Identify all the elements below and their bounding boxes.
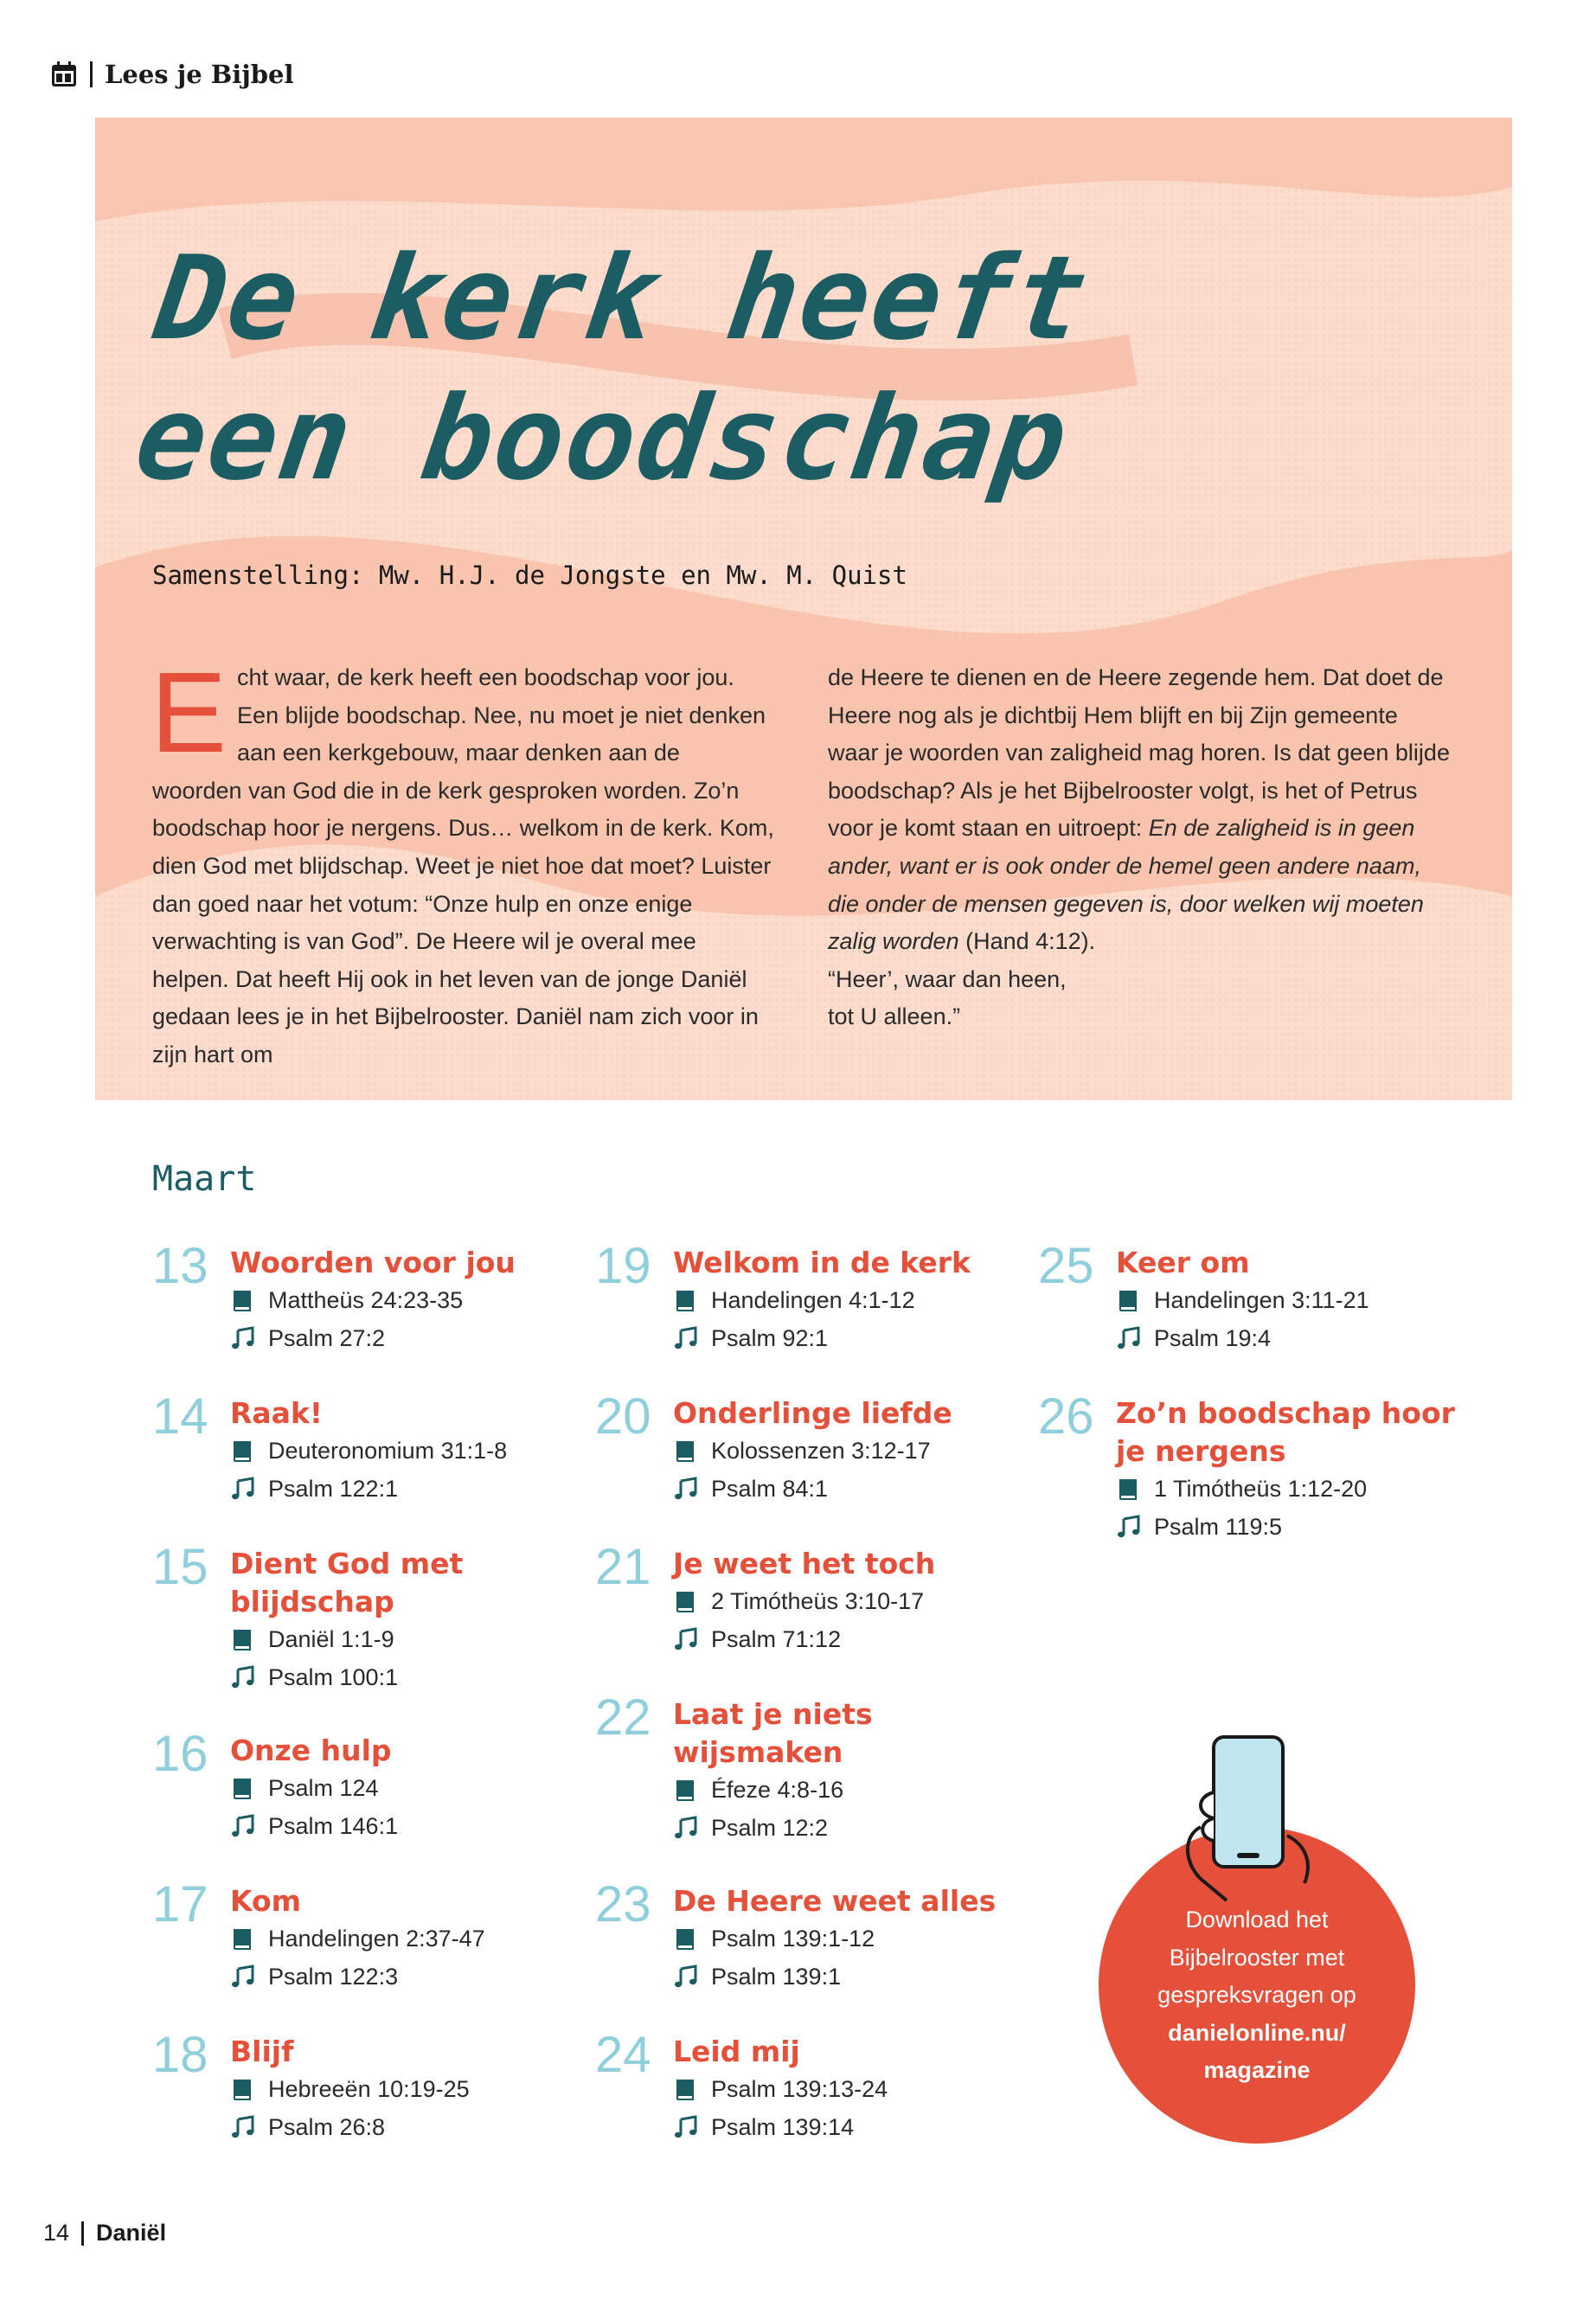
day-body bbox=[673, 1695, 1019, 1847]
day-number: 15 bbox=[152, 1539, 208, 1595]
book-icon bbox=[1116, 1477, 1142, 1503]
day-body bbox=[673, 1882, 1019, 1996]
intro-quote-line-1: “Heer’, waar dan heen, bbox=[828, 965, 1067, 992]
bible-reading bbox=[1116, 1282, 1462, 1320]
book-icon bbox=[230, 1627, 256, 1653]
page-header bbox=[50, 57, 294, 92]
day-title: Leid mij bbox=[673, 2035, 800, 2068]
day-body bbox=[230, 1732, 576, 1845]
book-icon bbox=[230, 1288, 256, 1314]
day-body bbox=[230, 1244, 576, 1357]
bible-reading bbox=[230, 1433, 576, 1471]
day-number: 17 bbox=[152, 1876, 208, 1932]
footer-divider bbox=[81, 2221, 84, 2246]
day-body bbox=[673, 1394, 1019, 1508]
intro-plain: de Heere te dienen en de Heere zegende hem. Dat doet de Heere nog als je dichtbij Hem blijft en bij Zijn gemeente waar je woorden van zaligheid mag horen. Is dat geen blijde boodschap? Als je het Bijbelrooster volgt, is het of Petrus voor je komt staan en uitroept: bbox=[828, 664, 1450, 842]
publication-name: Daniël bbox=[96, 2220, 167, 2246]
day-title: Zo’n boodschap hoor je nergens bbox=[1116, 1396, 1455, 1468]
bible-reading bbox=[673, 1583, 1019, 1621]
psalm-reference bbox=[673, 1320, 1019, 1358]
bible-reading bbox=[673, 2071, 1019, 2109]
section-title: Lees je Bijbel bbox=[105, 60, 294, 89]
reading-text: Handelingen 2:37-47 bbox=[268, 1926, 485, 1952]
day-body bbox=[230, 1394, 576, 1508]
promo-link-1[interactable]: danielonline.nu/ bbox=[1168, 2019, 1346, 2046]
day-number: 13 bbox=[152, 1238, 208, 1294]
book-icon bbox=[230, 1439, 256, 1465]
book-icon bbox=[673, 1778, 699, 1804]
day-number: 24 bbox=[595, 2027, 651, 2083]
psalm-text: Psalm 119:5 bbox=[1154, 1513, 1283, 1540]
psalm-text: Psalm 146:1 bbox=[268, 1812, 399, 1839]
psalm-text: Psalm 139:14 bbox=[711, 2113, 855, 2140]
book-icon bbox=[673, 1439, 699, 1465]
day-title: Blijf bbox=[230, 2035, 294, 2068]
promo-line-3: gespreksvragen op bbox=[1157, 1982, 1356, 2009]
day-number: 16 bbox=[152, 1726, 208, 1782]
psalm-text: Psalm 26:8 bbox=[268, 2113, 386, 2140]
psalm-text: Psalm 84:1 bbox=[711, 1475, 829, 1502]
music-note-icon bbox=[673, 1626, 699, 1652]
bible-reading bbox=[673, 1433, 1019, 1471]
music-note-icon bbox=[673, 1964, 699, 1990]
day-title: Woorden voor jou bbox=[230, 1246, 516, 1279]
day-number: 20 bbox=[595, 1388, 651, 1445]
reading-text: 1 Timótheüs 1:12-20 bbox=[1154, 1476, 1368, 1502]
promo-line-1: Download het bbox=[1185, 1907, 1329, 1932]
bible-reading bbox=[673, 1772, 1019, 1810]
bible-reading bbox=[1116, 1471, 1462, 1509]
reading-text: Éfeze 4:8-16 bbox=[711, 1777, 844, 1803]
psalm-reference bbox=[673, 1621, 1019, 1659]
day-number: 18 bbox=[152, 2027, 208, 2083]
reading-text: Daniël 1:1-9 bbox=[268, 1626, 394, 1652]
psalm-reference bbox=[230, 2109, 576, 2147]
intro-paragraph-2 bbox=[828, 659, 1450, 961]
hero-title-line1: De kerk heeft bbox=[147, 231, 1097, 366]
music-note-icon bbox=[673, 2114, 699, 2140]
music-note-icon bbox=[1116, 1514, 1142, 1540]
book-icon bbox=[673, 1288, 699, 1314]
intro-column-1 bbox=[151, 649, 774, 1074]
hero-title-line2: een boodschap bbox=[127, 371, 1077, 506]
psalm-text: Psalm 71:12 bbox=[711, 1625, 842, 1652]
psalm-text: Psalm 122:1 bbox=[268, 1475, 399, 1502]
music-note-icon bbox=[673, 1476, 699, 1502]
reading-text: Psalm 139:1-12 bbox=[711, 1926, 875, 1952]
psalm-reference bbox=[673, 1810, 1019, 1848]
psalm-reference bbox=[1116, 1509, 1462, 1547]
book-icon bbox=[673, 1589, 699, 1615]
psalm-reference bbox=[673, 1471, 1019, 1509]
bible-reading bbox=[230, 1282, 576, 1320]
day-number: 22 bbox=[595, 1689, 651, 1746]
day-title: De Heere weet alles bbox=[673, 1884, 997, 1918]
music-note-icon bbox=[1116, 1325, 1142, 1351]
day-title: Laat je niets wijsmaken bbox=[673, 1697, 873, 1769]
intro-paragraph-1: cht waar, de kerk heeft een boodschap voor jou. Een blijde boodschap. Nee, nu moet je niet denken aan een kerkgebouw, maar denken aan de woorden van God die in de kerk gesproken worden. Zo’n boodschap hoor je nergens. Dus… welkom in de kerk. Kom, dien God met blijdschap. Weet je niet hoe dat moet? Luister dan goed naar het votum: “Onze hulp en onze enige verwachting is van God”. De Heere wil je overal mee helpen. Dat heeft Hij ook in het leven van de jonge Daniël gedaan lees je in het Bijbelrooster. Daniël nam zich voor in zijn hart om bbox=[152, 664, 774, 1067]
psalm-reference bbox=[673, 1958, 1019, 1997]
bible-reading bbox=[230, 1770, 576, 1808]
reading-text: Kolossenzen 3:12-17 bbox=[711, 1438, 931, 1464]
day-title: Onderlinge liefde bbox=[673, 1396, 952, 1430]
promo-link-2[interactable]: magazine bbox=[1203, 2057, 1311, 2084]
page-footer bbox=[43, 2220, 166, 2247]
calendar-icon bbox=[50, 61, 78, 88]
music-note-icon bbox=[230, 1964, 256, 1990]
reading-text: Handelingen 4:1-12 bbox=[711, 1287, 915, 1313]
day-number: 25 bbox=[1038, 1238, 1094, 1294]
intro-reference: (Hand 4:12). bbox=[958, 928, 1096, 955]
psalm-text: Psalm 19:4 bbox=[1154, 1324, 1272, 1351]
psalm-reference bbox=[230, 1320, 576, 1358]
byline: Samenstelling: Mw. H.J. de Jongste en Mw. M. Quist bbox=[152, 561, 907, 590]
day-body bbox=[673, 1244, 1019, 1357]
day-body bbox=[230, 1882, 576, 1996]
download-promo[interactable] bbox=[1099, 1732, 1415, 2112]
music-note-icon bbox=[673, 1325, 699, 1351]
psalm-text: Psalm 100:1 bbox=[268, 1663, 399, 1690]
day-body bbox=[673, 2033, 1019, 2146]
psalm-reference bbox=[673, 2109, 1019, 2147]
music-note-icon bbox=[230, 1476, 256, 1502]
reading-text: Mattheüs 24:23-35 bbox=[268, 1287, 464, 1313]
psalm-text: Psalm 122:3 bbox=[268, 1963, 399, 1990]
bible-reading bbox=[673, 1920, 1019, 1958]
hero-panel bbox=[95, 118, 1512, 1100]
psalm-reference bbox=[230, 1471, 576, 1509]
hero-title bbox=[127, 228, 1292, 509]
day-body bbox=[1116, 1244, 1462, 1357]
day-title: Raak! bbox=[230, 1396, 323, 1430]
psalm-reference bbox=[230, 1808, 576, 1846]
intro-bible-quote: En de zaligheid is in geen ander, want er is ook onder de hemel geen andere naam, die onder de mensen gegeven is, door welken wij moeten zalig worden bbox=[828, 815, 1424, 955]
intro-quote-line-2: tot U alleen.” bbox=[828, 1003, 961, 1030]
day-number: 21 bbox=[595, 1539, 651, 1595]
day-title: Onze hulp bbox=[230, 1734, 392, 1767]
book-icon bbox=[1116, 1288, 1142, 1314]
day-body bbox=[1116, 1394, 1462, 1546]
day-title: Dient God met blijdschap bbox=[230, 1547, 464, 1618]
bible-reading bbox=[230, 1920, 576, 1958]
psalm-text: Psalm 12:2 bbox=[711, 1814, 829, 1841]
intro-column-2 bbox=[828, 659, 1450, 1074]
music-note-icon bbox=[230, 2114, 256, 2140]
psalm-reference bbox=[230, 1958, 576, 1997]
psalm-reference bbox=[1116, 1320, 1462, 1358]
music-note-icon bbox=[230, 1813, 256, 1839]
psalm-text: Psalm 139:1 bbox=[711, 1963, 842, 1990]
reading-text: Psalm 139:13-24 bbox=[711, 2076, 888, 2102]
book-icon bbox=[673, 1926, 699, 1952]
bible-reading bbox=[230, 2071, 576, 2109]
day-number: 14 bbox=[152, 1388, 208, 1445]
psalm-text: Psalm 92:1 bbox=[711, 1324, 829, 1351]
day-body bbox=[673, 1545, 1019, 1658]
page-number: 14 bbox=[43, 2220, 70, 2246]
day-title: Je weet het toch bbox=[673, 1547, 936, 1580]
dropcap: E bbox=[151, 649, 228, 776]
reading-text: 2 Timótheüs 3:10-17 bbox=[711, 1588, 925, 1614]
day-number: 23 bbox=[595, 1876, 651, 1932]
reading-text: Psalm 124 bbox=[268, 1775, 379, 1801]
header-divider bbox=[90, 61, 93, 87]
music-note-icon bbox=[230, 1325, 256, 1351]
promo-line-2: Bijbelrooster met bbox=[1169, 1944, 1345, 1971]
day-title: Welkom in de kerk bbox=[673, 1246, 971, 1279]
reading-text: Hebreeën 10:19-25 bbox=[268, 2076, 470, 2102]
book-icon bbox=[230, 1926, 256, 1952]
month-heading: Maart bbox=[152, 1159, 257, 1199]
day-number: 26 bbox=[1038, 1388, 1094, 1445]
reading-text: Deuteronomium 31:1-8 bbox=[268, 1438, 508, 1464]
reading-text: Handelingen 3:11-21 bbox=[1154, 1287, 1369, 1313]
bible-reading bbox=[230, 1621, 576, 1659]
bible-reading bbox=[673, 1282, 1019, 1320]
day-body bbox=[230, 2033, 576, 2146]
book-icon bbox=[230, 1776, 256, 1802]
book-icon bbox=[230, 2077, 256, 2103]
psalm-text: Psalm 27:2 bbox=[268, 1324, 386, 1351]
music-note-icon bbox=[230, 1664, 256, 1690]
day-body bbox=[230, 1545, 576, 1696]
promo-text bbox=[1099, 1901, 1415, 2090]
book-icon bbox=[673, 2077, 699, 2103]
intro-text bbox=[151, 649, 1450, 1074]
psalm-reference bbox=[230, 1659, 576, 1697]
phone-in-hand-icon bbox=[1175, 1732, 1322, 1905]
day-title: Kom bbox=[230, 1884, 302, 1918]
music-note-icon bbox=[673, 1815, 699, 1841]
day-number: 19 bbox=[595, 1238, 651, 1294]
day-title: Keer om bbox=[1116, 1246, 1250, 1279]
